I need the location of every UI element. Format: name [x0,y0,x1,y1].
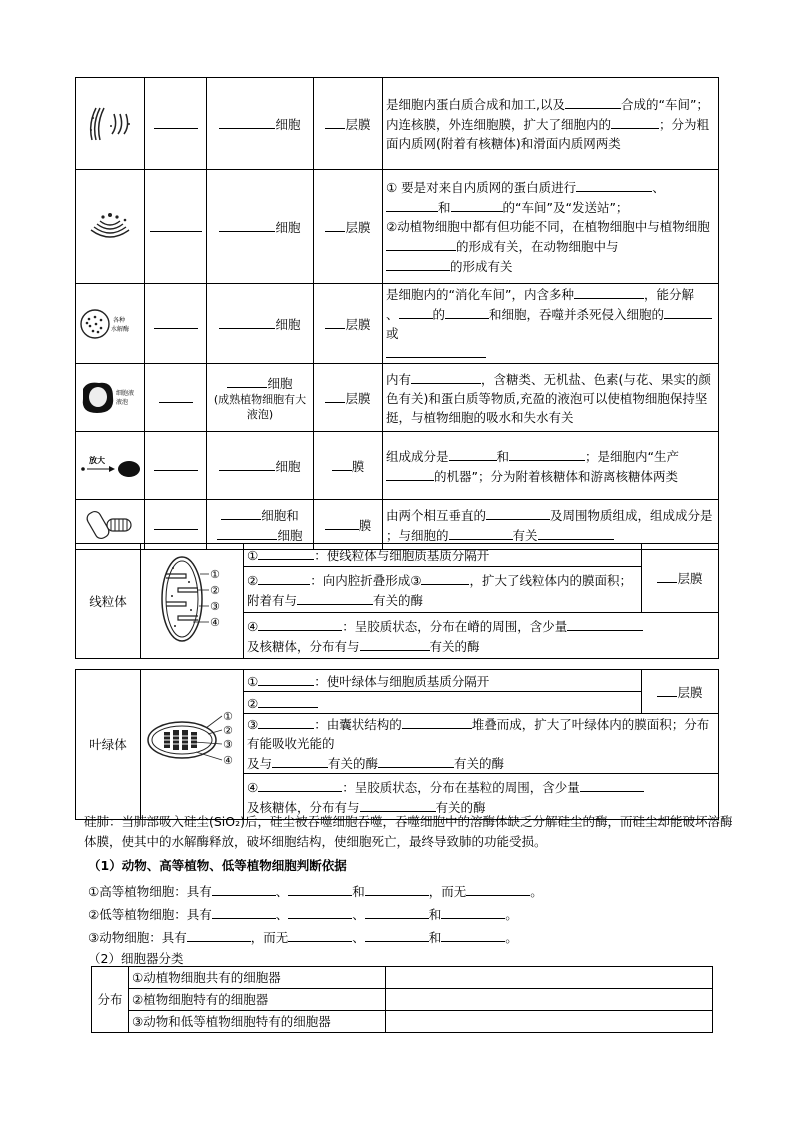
description-cell: 由两个相互垂直的 及周围物质组成，组成成分是 ；与细胞的 有关 [383,500,719,550]
mito-line-3: ④ ：呈胶质状态，分布在嵴的周围，含少量 及核糖体，分布有与 有关的酶 [244,613,719,659]
chloroplast-table [75,669,719,820]
svg-text:细胞液: 细胞液 [116,389,135,397]
membrane-label: 层膜 [345,316,371,332]
table-row [76,500,719,550]
description-cell: 组成成分是 和 ；是细胞内“生产 的机器”；分为附着核糖体和游离核糖体两类 [383,432,719,500]
section1-title: （1）动物、高等植物、低等植物细胞判断依据 [88,858,347,873]
cell-type-label-2: 细胞 [277,527,303,543]
lysosome-icon [76,284,145,364]
svg-text:③: ③ [223,738,233,751]
svg-text:放大: 放大 [89,455,105,465]
svg-text:③: ③ [210,599,220,613]
membrane-label: 层膜 [345,390,371,406]
section2-title: （2）细胞器分类 [88,951,184,966]
table-row [76,284,719,364]
description-cell: 内有 ，含糖类、无机盐、色素(与花、果实的颜色有关)和蛋白质等物质,充盈的液泡可以使植物细胞保持坚挺，与植物细胞的吸水和失水有关 [383,364,719,432]
table-row [76,78,719,170]
mito-line-1: ① ：使线粒体与细胞质基质分隔开 [244,544,642,567]
svg-text:液泡: 液泡 [116,398,129,406]
golgi-apparatus-icon [76,170,145,284]
cell-type-label: 细胞和 [261,507,299,523]
classification-row: ①动植物细胞共有的细胞器 [129,967,386,989]
svg-text:①: ① [210,567,220,581]
animal-cell-line: ③动物细胞：具有 ，而无 、 和 。 [88,927,518,947]
cell-type-label: 细胞 [275,116,301,132]
answer-cell[interactable] [386,1011,713,1033]
membrane-label: 层膜 [677,571,703,586]
cell-note: (成熟植物细胞有大液泡) [213,393,307,421]
organelle-name: 线粒体 [76,544,141,659]
table-row [76,170,719,284]
endoplasmic-reticulum-icon [76,78,145,170]
vacuole-icon [76,364,145,432]
cell-type-label: 细胞 [275,219,301,235]
chloro-line-2: ② [244,692,642,714]
mitochondria-table [75,543,719,659]
svg-text:④: ④ [223,754,233,767]
cell-type-label: 细胞 [275,316,301,332]
membrane-label: 膜 [358,517,372,533]
answer-cell[interactable] [386,989,713,1011]
chloro-line-4: ④ ：呈胶质状态，分布在基粒的周围，含少量 及核糖体，分布有与 有关的酶 [244,774,719,820]
svg-text:④: ④ [210,615,220,629]
mitochondria-diagram [141,544,244,659]
membrane-label: 层膜 [345,219,371,235]
svg-text:水解酶: 水解酶 [111,325,130,333]
cell-type-label: 细胞 [275,458,301,474]
description-cell: 是细胞内蛋白质合成和加工,以及 合成的“车间”；内连核膜，外连细胞膜，扩大了细胞内的 ；分为粗面内质网(附着有核糖体)和滑面内质网两类 [383,78,719,170]
classification-row: ②植物细胞特有的细胞器 [129,989,386,1011]
svg-text:②: ② [223,724,233,737]
table-row [76,432,719,500]
mito-line-2: ② ：向内腔折叠形成③ ，扩大了线粒体内的膜面积；附着有与 有关的酶 [244,567,642,613]
membrane-label: 层膜 [345,116,371,132]
membrane-label: 膜 [351,458,365,474]
chloro-line-1: ① ：使叶绿体与细胞质基质分隔开 [244,670,642,692]
low-plant-line: ②低等植物细胞：具有 、 、 和 。 [88,904,518,924]
table-row [76,364,719,432]
group-label: 分布 [92,967,129,1033]
chloroplast-diagram [141,670,244,820]
classification-row: ③动物和低等植物细胞特有的细胞器 [129,1011,386,1033]
organelle-table [75,77,719,550]
description-cell: ① 要是对来自内质网的蛋白质进行 、 和 的“车间”及“发送站”； ②动植物细胞中都有但功能不同，在植物细胞中与植物细胞的形成有关，在动物细胞中与 的形成有关 [383,170,719,284]
description-cell: 是细胞内的“消化车间”，内含多种 ，能分解 、 的 和细胞，吞噬并杀死侵入细胞的或 [383,284,719,364]
high-plant-line: ①高等植物细胞：具有 、 和 ，而无 。 [88,881,543,901]
svg-text:各种: 各种 [113,316,126,324]
centriole-icon [76,500,145,550]
classification-table [91,966,713,1033]
organelle-name: 叶绿体 [76,670,141,820]
answer-cell[interactable] [386,967,713,989]
ribosome-icon [76,432,145,500]
silicosis-note: 硅肺：当肺部吸入硅尘(SiO₂)后，硅尘被吞噬细胞吞噬，吞噬细胞中的溶酶体缺乏分解硅尘的酶，而硅尘却能破坏溶酶体膜，使其中的水解酶释放，破坏细胞结构，使细胞死亡，最终导致肺的功能受损。 [84,814,733,849]
chloro-line-3: ③ ：由囊状结构的 堆叠而成，扩大了叶绿体内的膜面积；分布有能吸收光能的 及与 有关的酶 有关的酶 [244,714,719,774]
membrane-label: 层膜 [677,684,703,700]
svg-text:①: ① [223,710,233,723]
svg-text:②: ② [210,583,220,597]
cell-type-label: 细胞 [267,376,293,391]
